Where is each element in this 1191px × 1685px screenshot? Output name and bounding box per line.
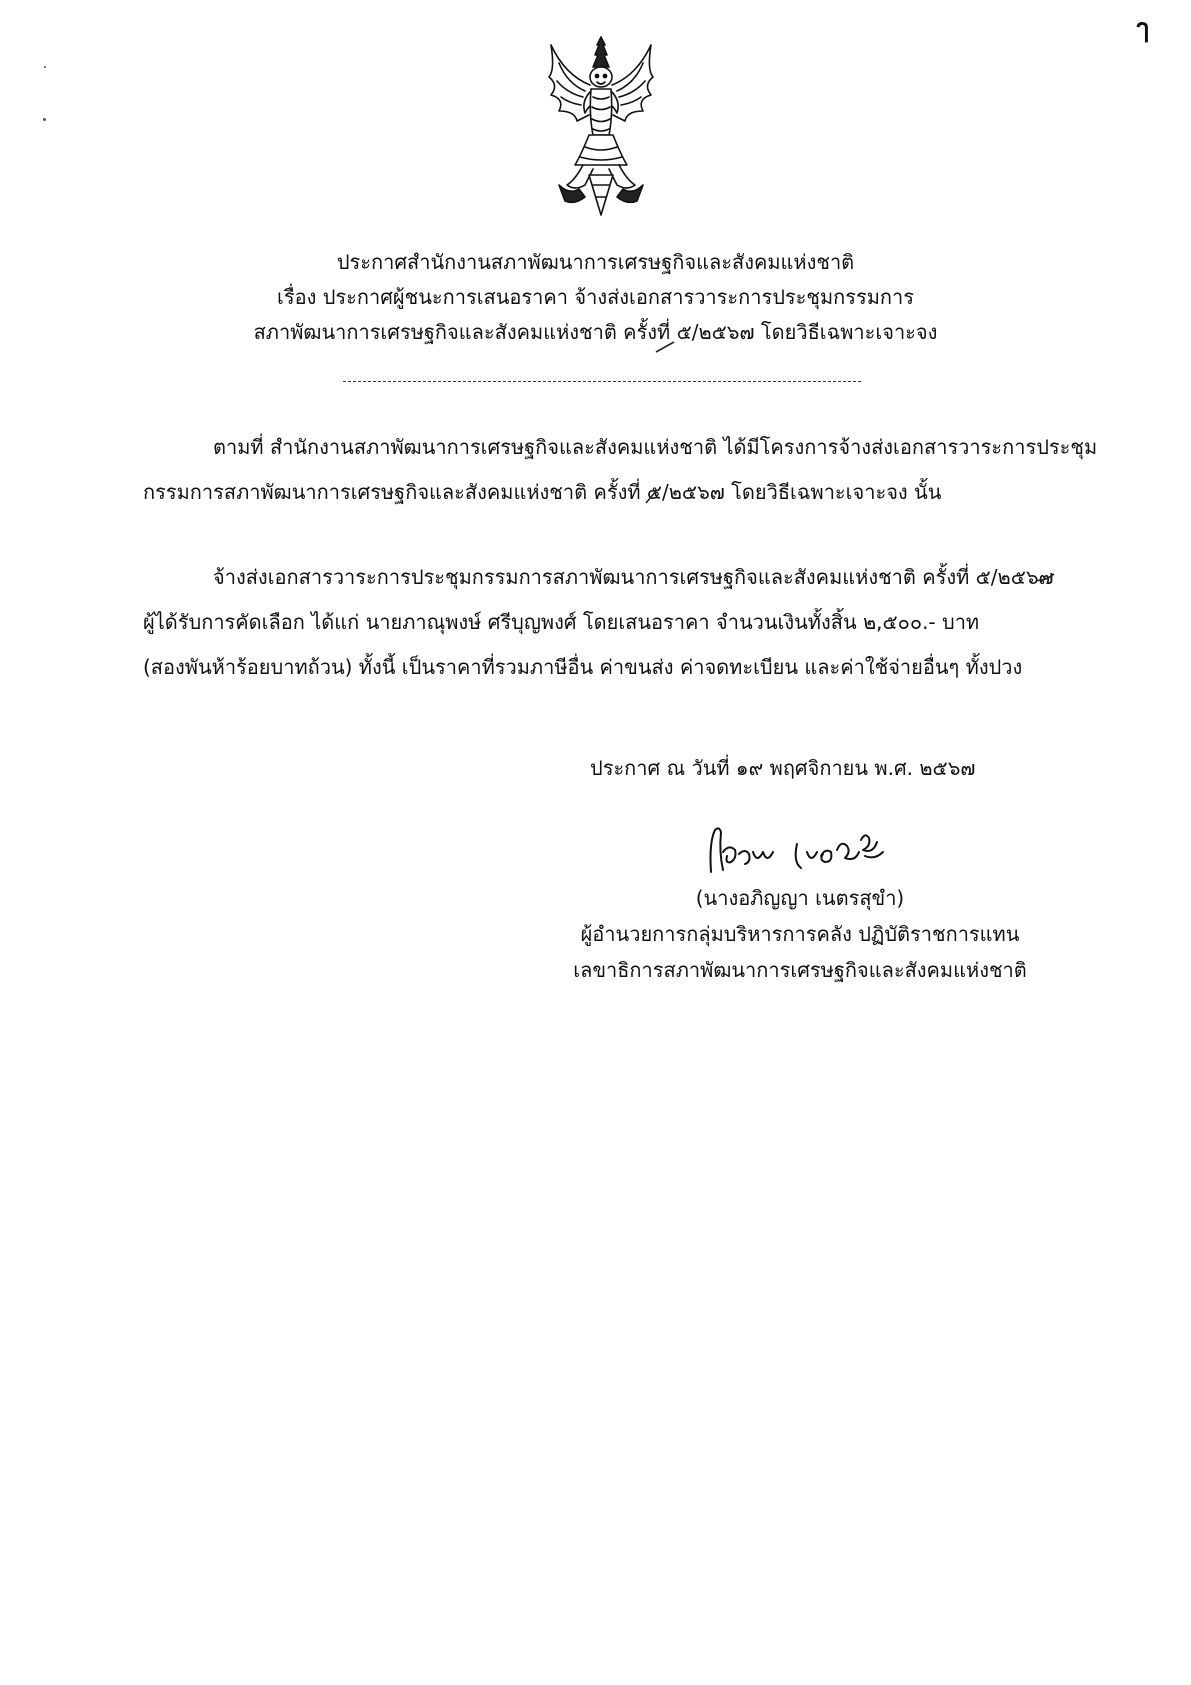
handwritten-signature [705, 822, 925, 882]
scan-speck [43, 118, 46, 121]
garuda-emblem-icon [545, 35, 657, 220]
signer-position-continued: เลขาธิการสภาพัฒนาการเศรษฐกิจและสังคมแห่งชาติ [573, 958, 1027, 982]
signer-position: ผู้อำนวยการกลุ่มบริหารการคลัง ปฏิบัติราชการแทน [580, 922, 1020, 946]
check-tick-icon [1034, 570, 1056, 584]
paragraph-2-line-2: ผู้ได้รับการคัดเลือก ได้แก่ นายภาณุพงษ์ ศรีบุญพงศ์ โดยเสนอราคา จำนวนเงินทั้งสิ้น ๒,๕๐๐.- บาท [143, 610, 980, 634]
paragraph-1-line-2: กรรมการสภาพัฒนาการเศรษฐกิจและสังคมแห่งชาติ ครั้งที่ ๕/๒๕๖๗ โดยวิธีเฉพาะเจาะจง นั้น [143, 480, 942, 504]
header-subject: เรื่อง ประกาศผู้ชนะการเสนอราคา จ้างส่งเอกสารวาระการประชุมกรรมการ [276, 285, 915, 309]
body-paragraph-1 [143, 425, 1098, 515]
header-subject-continued: สภาพัฒนาการเศรษฐกิจและสังคมแห่งชาติ ครั้งที่ ๕/๒๕๖๗ โดยวิธีเฉพาะเจาะจง [253, 320, 938, 344]
header-title: ประกาศสำนักงานสภาพัฒนาการเศรษฐกิจและสังคมแห่งชาติ [336, 250, 855, 274]
check-tick-icon [642, 490, 664, 504]
document-header [0, 245, 1191, 350]
paragraph-2-line-3: (สองพันห้าร้อยบาทถ้วน) ทั้งนี้ เป็นราคาที่รวมภาษีอื่น ค่าขนส่ง ค่าจดทะเบียน และค่าใช้จ่ายอื่นๆ ทั้งปวง [143, 655, 1023, 679]
paragraph-1-line-1: ตามที่ สำนักงานสภาพัฒนาการเศรษฐกิจและสังคมแห่งชาติ ได้มีโครงการจ้างส่งเอกสารวาระการประชุม [213, 435, 1098, 459]
paragraph-2-line-1: จ้างส่งเอกสารวาระการประชุมกรรมการสภาพัฒนาการเศรษฐกิจและสังคมแห่งชาติ ครั้งที่ ๕/๒๕๖๗ [213, 565, 1054, 589]
page-corner-mark: ๅ [1136, 14, 1149, 44]
body-paragraph-2 [143, 555, 1089, 690]
header-divider [343, 381, 861, 382]
signer-block [540, 880, 1060, 988]
check-tick-icon [654, 340, 676, 354]
signer-name: (นางอภิญญา เนตรสุขำ) [695, 886, 905, 910]
announcement-date: ประกาศ ณ วันที่ ๑๙ พฤศจิกายน พ.ศ. ๒๕๖๗ [590, 756, 976, 780]
scan-speck [44, 66, 46, 68]
